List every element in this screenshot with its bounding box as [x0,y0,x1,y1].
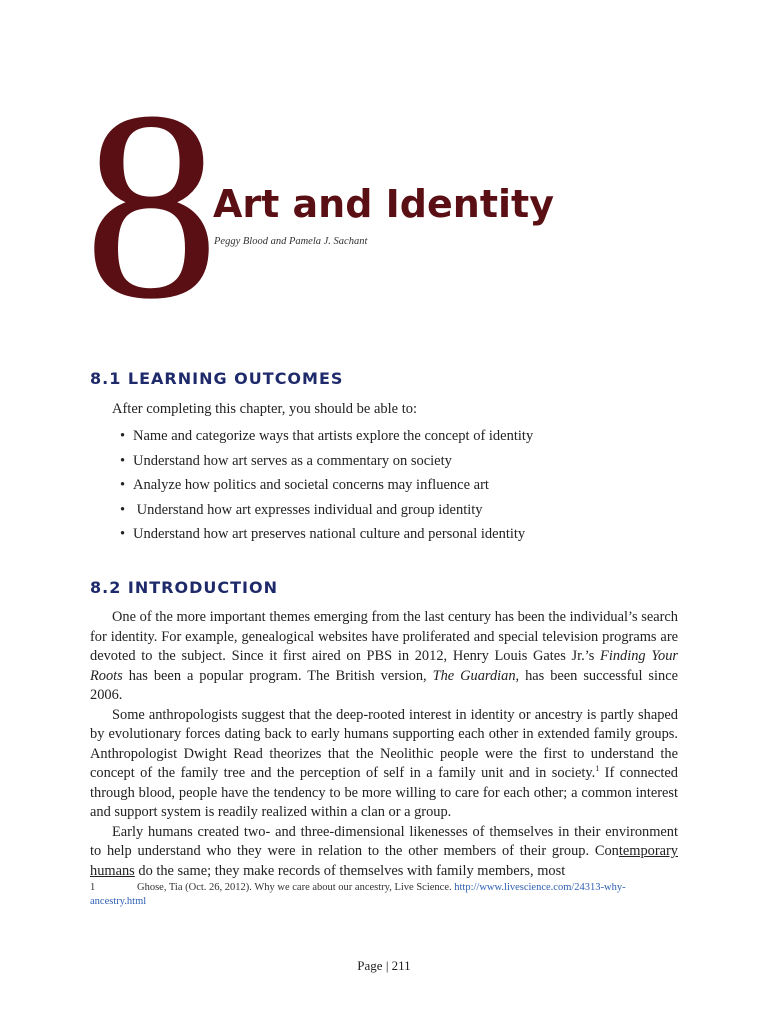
chapter-authors: Peggy Blood and Pamela J. Sachant [214,236,368,247]
outcome-text: Understand how art serves as a commentary on society [133,452,452,469]
page-number: Page | 211 [357,958,411,973]
bullet-icon: • [120,428,126,444]
chapter-number: 8 [84,56,219,355]
text-run: If connected through blood, people have the tendency to be more willing to care for each other; a common interest and support system is readily realized within a clan or a group. [90,765,679,820]
footnote-link[interactable]: http://www.livescience.com/24313-why-ancestry.html [90,882,626,907]
italic-title: Finding Your Roots [90,648,678,684]
outcome-text: Name and categorize ways that artists explore the concept of identity [133,428,534,444]
outcome-text: Understand how art expresses individual and group identity [133,501,483,518]
text-run: has been a popular program. The British version, [122,667,433,684]
section-heading-learning-outcomes: 8.1 LEARNING OUTCOMES [90,369,344,388]
footnote-number: 1 [90,882,96,893]
list-item [112,477,533,502]
italic-title: The Guardian [432,667,516,684]
footnote [90,881,680,909]
paragraph-3 [90,823,678,882]
footnote-reference[interactable]: 1 [595,764,600,774]
text-run: , has been successful since 2006. [90,667,678,703]
list-item [112,502,533,527]
underlined-text: temporary humans [90,843,678,879]
text-run: Some anthropologists suggest that the deep-rooted interest in identity or ancestry is partly shaped by evolutionary forces dating back to early humans supporting each other in extended family groups. Anthropologist Dwight Read theorizes that the Neolithic people were the first to understand the concept of the family tree and the perception of self in a family unit and in society. [90,706,678,781]
outcomes-intro: After completing this chapter, you should be able to: [112,401,418,417]
text-run: do the same; they make records of themselves with family members, most [134,862,566,879]
outcome-text: Understand how art preserves national culture and personal identity [133,526,526,542]
list-item [112,526,533,551]
introduction-body [90,608,678,881]
bullet-icon: • [120,452,126,469]
section-heading-introduction: 8.2 INTRODUCTION [90,578,278,597]
paragraph-2 [90,706,678,823]
paragraph-1 [90,608,678,706]
footnote-text: Ghose, Tia (Oct. 26, 2012). Why we care about our ancestry, Live Science. [137,882,455,893]
outcomes-list [112,428,533,551]
text-run: One of the more important themes emerging from the last century has been the individual’s search for identity. For example, genealogical websites have proliferated and special television programs are devoted to the subject. Since it first aired on PBS in 2012, Henry Louis Gates Jr.’s [90,609,678,664]
bullet-icon: • [120,477,126,493]
text-run: Early humans created two- and three-dimensional likenesses of themselves in their environment to help understand who they were in relation to the other members of their group. Con [90,823,678,859]
bullet-icon: • [120,501,126,518]
list-item [112,453,533,478]
chapter-title: Art and Identity [213,182,554,226]
bullet-icon: • [120,526,126,542]
list-item [112,428,533,453]
outcome-text: Analyze how politics and societal concerns may influence art [133,477,489,493]
